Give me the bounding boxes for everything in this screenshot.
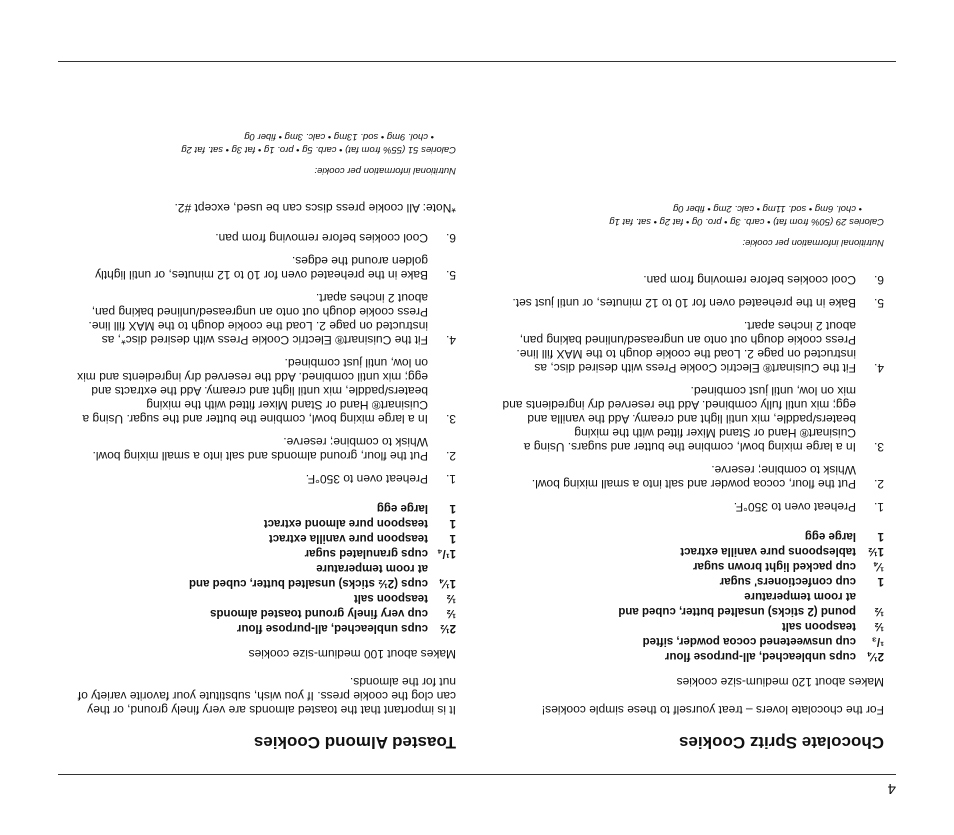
step-number: 6. [445, 231, 456, 245]
ingredient-item [74, 590, 456, 605]
ingredient-name: teaspoon salt [781, 620, 856, 632]
ingredient-list [502, 528, 884, 663]
step-text: Put the flour, cocoa powder and salt into a small mixing bowl. Whisk to combine; reserve. [531, 463, 856, 491]
step-item [74, 231, 456, 245]
ingredient-item [502, 558, 884, 573]
step-item [502, 273, 884, 287]
ingredient-qty: ¼ [874, 560, 884, 572]
step-item [74, 472, 456, 486]
recipe-note: *Note: All cookie press discs can be used, except #2. [174, 201, 456, 215]
ingredient-qty: 1 [449, 502, 456, 514]
ingredient-item [74, 530, 456, 545]
nutrition-heading: Nutritional information per cookie: [314, 165, 456, 176]
bottom-rule [58, 61, 896, 62]
ingredient-item [74, 515, 456, 530]
ingredient-qty: 1½ [868, 545, 884, 557]
recipe-yield: Makes about 120 medium-size cookies [676, 675, 884, 689]
step-number: 3. [873, 440, 884, 454]
nutrition-info [502, 202, 884, 249]
ingredient-name: large egg [804, 530, 856, 542]
step-item [74, 291, 456, 347]
top-rule [58, 774, 896, 775]
step-text: Cool cookies before removing from pan. [643, 273, 856, 287]
nutrition-line: Calories 51 (55% from fat) • carb. 5g • pro. 1g • fat 3g • sat. fat 2g [181, 144, 456, 155]
recipe-intro: It is important that the toasted almonds are very finely ground, or they can clog the cookie press. If you wish, substitute your favorite variety of nut for the almonds. [77, 675, 456, 717]
ingredient-qty: ½ [874, 605, 884, 617]
ingredient-name: cup very finely ground toasted almonds [210, 607, 428, 619]
nutrition-line: Calories 29 (50% from fat) • carb. 3g • pro. 0g • fat 2g • sat. fat 1g [609, 216, 884, 227]
ingredient-name: teaspoon pure almond extract [263, 517, 428, 529]
ingredient-qty: ½ [874, 620, 884, 632]
step-item [502, 384, 884, 454]
recipe-intro: For the chocolate lovers – treat yourself to these simple cookies! [541, 703, 884, 717]
ingredient-name: pound (2 sticks) unsalted butter, cubed and [618, 605, 856, 617]
ingredient-qty: 1 [449, 517, 456, 529]
page-number: 4 [887, 780, 896, 797]
ingredient-name: cup packed light brown sugar [693, 560, 856, 572]
ingredient-qty: ½ [446, 607, 456, 619]
recipe-title: Toasted Almond Cookies [253, 733, 456, 752]
ingredient-name: tablespoons pure vanilla extract [680, 545, 856, 557]
ingredient-name: at room temperature [316, 562, 428, 574]
ingredient-item [74, 620, 456, 635]
recipe-column-chocolate-spritz [502, 202, 884, 752]
ingredient-item [74, 500, 456, 515]
nutrition-info [74, 130, 456, 177]
ingredient-item [502, 648, 884, 663]
step-text: Fit the Cuisinart® Electric Cookie Press with desired disc*, as instructed on page 2. Load the cookie dough to the MAX fill line. Press cookie dough out onto an ungreased/unlined baking pan, about 2 inches apart. [88, 291, 428, 347]
ingredient-name: cups unbleached, all-purpose flour [236, 622, 428, 634]
ingredient-item [502, 528, 884, 543]
ingredient-qty: ¹/₃ [871, 635, 884, 647]
step-text: Put the flour, ground almonds and salt into a small mixing bowl. Whisk to combine; reserve. [92, 435, 428, 463]
step-text: Fit the Cuisinart® Electric Cookie Press with desired disc, as instructed on page 2. Load the cookie dough to the MAX fill line. Press cookie dough out onto an ungreased/unlined baking pan, about 2 inches apart. [516, 319, 856, 375]
ingredient-item [502, 618, 884, 633]
ingredient-qty: ½ [446, 592, 456, 604]
ingredient-qty: 1¹/₄ [437, 547, 456, 559]
step-number: 5. [873, 296, 884, 310]
ingredient-item [74, 575, 456, 590]
ingredient-name: large egg [376, 502, 428, 514]
step-list [502, 273, 884, 514]
step-text: Bake in the preheated oven for 10 to 12 minutes, or until lightly golden around the edges. [95, 254, 428, 282]
recipe-title: Chocolate Spritz Cookies [679, 733, 884, 752]
ingredient-name: teaspoon salt [353, 592, 428, 604]
step-number: 4. [873, 361, 884, 375]
step-item [74, 435, 456, 463]
ingredient-qty: 2½ [440, 622, 456, 634]
ingredient-name: cup confectioners' sugar [719, 575, 856, 587]
step-list [74, 231, 456, 486]
step-number: 2. [873, 477, 884, 491]
nutrition-line: • chol. 6mg • sod. 11mg • calc. 2mg • fiber 0g [673, 203, 862, 214]
nutrition-heading: Nutritional information per cookie: [742, 237, 884, 248]
step-text: In a large mixing bowl, combine the butter and the sugar. Using a Cuisinart® Hand or Stand Mixer fitted with the mixing beaters/paddle, mix until light and creamy. Add the extracts and egg; mix until combined. Add the reserved dry ingredients and mix on low, until just combined. [77, 356, 428, 426]
step-item [502, 296, 884, 310]
step-text: In a large mixing bowl, combine the butter and sugars. Using a Cuisinart® Hand or Stand Mixer fitted with the mixing beaters/paddle, mix until light and creamy. Add the vanilla and egg; mix until fully combined. Add the reserved dry ingredients and mix on low, until just combined. [502, 384, 856, 454]
ingredient-item [502, 603, 884, 618]
ingredient-name: cups granulated sugar [304, 547, 428, 559]
ingredient-item [502, 543, 884, 558]
step-number: 3. [445, 412, 456, 426]
ingredient-name: at room temperature [744, 590, 856, 602]
ingredient-list [74, 500, 456, 635]
ingredient-qty [856, 588, 884, 603]
ingredient-name: teaspoon pure vanilla extract [268, 532, 428, 544]
step-number: 5. [445, 268, 456, 282]
step-number: 1. [873, 500, 884, 514]
ingredient-name: cups unbleached, all-purpose flour [664, 650, 856, 662]
ingredient-qty: 1 [449, 532, 456, 544]
step-item [502, 463, 884, 491]
ingredient-qty: 1 [877, 530, 884, 542]
step-text: Bake in the preheated oven for 10 to 12 minutes, or until just set. [512, 296, 856, 310]
ingredient-qty [428, 560, 456, 575]
step-item [502, 500, 884, 514]
ingredient-item [502, 573, 884, 588]
ingredient-item [502, 588, 884, 603]
step-number: 1. [445, 472, 456, 486]
ingredient-qty: 1 [877, 575, 884, 587]
ingredient-item [74, 605, 456, 620]
step-text: Cool cookies before removing from pan. [215, 231, 428, 245]
recipe-yield: Makes about 100 medium-size cookies [248, 647, 456, 661]
ingredient-name: cup unsweetened cocoa powder, sifted [642, 635, 856, 647]
ingredient-item [502, 633, 884, 648]
step-number: 4. [445, 333, 456, 347]
ingredient-qty: 1¼ [440, 577, 456, 589]
ingredient-name: cups (2½ sticks) unsalted butter, cubed and [188, 577, 428, 589]
recipe-column-toasted-almond [74, 130, 456, 752]
step-item [502, 319, 884, 375]
step-text: Preheat oven to 350°F. [733, 500, 856, 514]
step-number: 2. [445, 449, 456, 463]
step-text: Preheat oven to 350°F. [305, 472, 428, 486]
ingredient-qty: 2¼ [868, 650, 884, 662]
ingredient-item [74, 560, 456, 575]
ingredient-item [74, 545, 456, 560]
step-item [74, 254, 456, 282]
nutrition-line: • chol. 9mg • sod. 13mg • calc. 3mg • fiber 0g [244, 131, 434, 142]
step-number: 6. [873, 273, 884, 287]
step-item [74, 356, 456, 426]
